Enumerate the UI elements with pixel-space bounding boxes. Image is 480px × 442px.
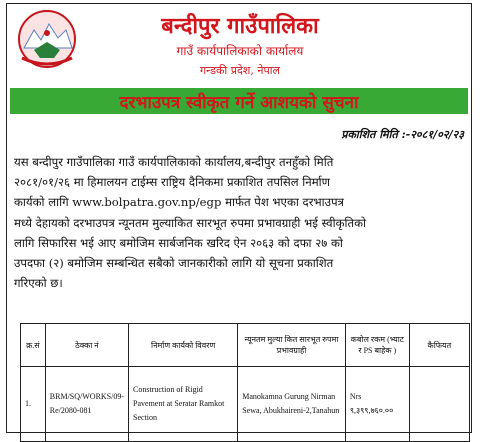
col-header-sn: क्र.सं xyxy=(21,324,46,367)
cell-amount: Nrs ९,३९९,७६०.०० xyxy=(345,367,409,442)
award-table xyxy=(20,323,470,442)
cell-description: Construction of Rigid Pavement at Seratar Ramkot Section xyxy=(129,367,238,442)
body-line: कार्यको लागि www.bolpatra.gov.np/egp मार्फत पेश भएका दरभाउपत्र xyxy=(14,195,344,210)
notice-body xyxy=(14,152,468,293)
col-header-remarks: कैफियत xyxy=(409,324,469,367)
office-name: गाउँ कार्यपालिकाको कार्यालय xyxy=(176,44,304,58)
body-line: मध्ये देहायको दरभाउपत्र न्यूनतम मुल्याकित सारभूत रुपमा प्रभावग्राही भई स्वीकृतिको xyxy=(14,215,367,230)
body-line: लागि सिफारिस भई आए बमोजिम सार्बजनिक खरिद ऐन २०६३ को दफा २७ को xyxy=(14,235,343,250)
cell-contract-no: BRM/SQ/WORKS/09-Re/2080-081 xyxy=(45,367,128,442)
body-line: गरिएको छ। xyxy=(14,276,63,291)
col-header-contract-no: ठेक्का नं xyxy=(45,324,128,367)
col-header-amount: कबोल रकम (भ्याट र PS बाहेक ) xyxy=(345,324,409,367)
org-name: बन्दीपुर गाउँपालिका xyxy=(161,13,319,39)
table-header-row xyxy=(21,324,470,367)
office-location: गन्डकी प्रदेश, नेपाल xyxy=(199,64,281,77)
notice-title-banner xyxy=(10,88,468,114)
col-header-bidder: न्यूनतम मुल्या कित सारभूत रुपमा प्रभावग्राही xyxy=(238,324,346,367)
notice-title: दरभाउपत्र स्वीकृत गर्ने आशयको सुचना xyxy=(119,92,359,113)
col-header-description: निर्माण कार्यको विवरण xyxy=(129,324,238,367)
published-date: प्रकाशित मिति :-२०८१/०२/२३ xyxy=(341,128,464,141)
table-row xyxy=(21,367,470,442)
body-line: २०८१/०१/२६ मा हिमालयन टाईम्स राष्ट्रिय दैनिकमा प्रकाशित तपसिल निर्माण xyxy=(14,175,331,190)
cell-bidder: Manokamna Gurung Nirman Sewa, Abukhaireni-2,Tanahun xyxy=(238,367,346,442)
body-line: यस बन्दीपुर गाउँपालिका गाउँ कार्यपालिकाको कार्यालय,बन्दीपुर तनहुँको मिति xyxy=(14,155,334,169)
cell-sn: 1. xyxy=(21,367,46,442)
cell-remarks xyxy=(409,367,469,442)
body-line: उपदफा (२) बमोजिम सम्बन्धित सबैको जानकारीको लागि यो सूचना प्रकाशित xyxy=(14,256,334,271)
